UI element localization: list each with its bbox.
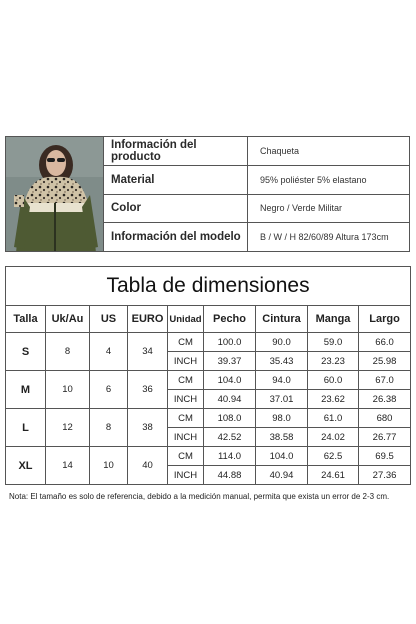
model-wearing-jacket-image [6, 137, 103, 251]
header-cell: EURO [128, 306, 168, 333]
table-row [6, 333, 411, 352]
cintura-cell: 37.01 [256, 390, 308, 409]
info-value: 95% poliéster 5% elastano [260, 174, 367, 185]
uk-au-cell: 10 [46, 371, 90, 409]
manga-cell: 23.23 [308, 352, 359, 371]
largo-cell: 680 [359, 409, 411, 428]
cintura-cell: 94.0 [256, 371, 308, 390]
header-cell: Largo [359, 306, 411, 333]
us-cell: 6 [90, 371, 128, 409]
header-cell: Unidad [168, 306, 204, 333]
info-value: B / W / H 82/60/89 Altura 173cm [260, 232, 389, 243]
manga-cell: 59.0 [308, 333, 359, 352]
product-photo [6, 137, 104, 251]
unit-cell: CM [168, 409, 204, 428]
header-cell: Uk/Au [46, 306, 90, 333]
pecho-cell: 104.0 [204, 371, 256, 390]
uk-au-cell: 8 [46, 333, 90, 371]
manga-cell: 24.61 [308, 466, 359, 485]
manga-cell: 23.62 [308, 390, 359, 409]
unit-cell: INCH [168, 428, 204, 447]
info-label: Material [104, 166, 248, 194]
cintura-cell: 35.43 [256, 352, 308, 371]
info-label: Información del modelo [104, 223, 248, 251]
info-row-modelo [104, 223, 409, 251]
size-table-body [6, 333, 411, 485]
header-cell: Talla [6, 306, 46, 333]
manga-cell: 62.5 [308, 447, 359, 466]
info-value: Chaqueta [260, 145, 300, 156]
measurement-note: Nota: El tamaño es solo de referencia, debido a la medición manual, permita que exista un error de 2-3 cm. [9, 492, 390, 501]
header-cell: US [90, 306, 128, 333]
largo-cell: 27.36 [359, 466, 411, 485]
largo-cell: 69.5 [359, 447, 411, 466]
pecho-cell: 39.37 [204, 352, 256, 371]
uk-au-cell: 14 [46, 447, 90, 485]
talla-cell: M [6, 371, 46, 409]
pecho-cell: 100.0 [204, 333, 256, 352]
pecho-cell: 114.0 [204, 447, 256, 466]
pecho-cell: 108.0 [204, 409, 256, 428]
manga-cell: 60.0 [308, 371, 359, 390]
info-value: Negro / Verde Militar [260, 203, 343, 214]
cintura-cell: 38.58 [256, 428, 308, 447]
euro-cell: 36 [128, 371, 168, 409]
unit-cell: CM [168, 371, 204, 390]
size-table-header [6, 306, 411, 333]
euro-cell: 38 [128, 409, 168, 447]
largo-cell: 26.38 [359, 390, 411, 409]
us-cell: 4 [90, 333, 128, 371]
pecho-cell: 44.88 [204, 466, 256, 485]
info-row-material [104, 166, 409, 195]
cintura-cell: 40.94 [256, 466, 308, 485]
cintura-cell: 104.0 [256, 447, 308, 466]
size-table-title: Tabla de dimensiones [6, 267, 411, 306]
euro-cell: 34 [128, 333, 168, 371]
unit-cell: CM [168, 447, 204, 466]
info-row-producto [104, 137, 409, 166]
table-row [6, 371, 411, 390]
largo-cell: 66.0 [359, 333, 411, 352]
largo-cell: 26.77 [359, 428, 411, 447]
header-cell: Cintura [256, 306, 308, 333]
manga-cell: 61.0 [308, 409, 359, 428]
largo-cell: 25.98 [359, 352, 411, 371]
largo-cell: 67.0 [359, 371, 411, 390]
cintura-cell: 98.0 [256, 409, 308, 428]
talla-cell: XL [6, 447, 46, 485]
info-label: Color [104, 195, 248, 223]
unit-cell: INCH [168, 390, 204, 409]
us-cell: 10 [90, 447, 128, 485]
size-table [5, 266, 411, 485]
info-row-color [104, 195, 409, 224]
unit-cell: CM [168, 333, 204, 352]
table-row [6, 447, 411, 466]
talla-cell: L [6, 409, 46, 447]
manga-cell: 24.02 [308, 428, 359, 447]
product-info-table [5, 136, 410, 252]
euro-cell: 40 [128, 447, 168, 485]
uk-au-cell: 12 [46, 409, 90, 447]
us-cell: 8 [90, 409, 128, 447]
pecho-cell: 40.94 [204, 390, 256, 409]
header-cell: Pecho [204, 306, 256, 333]
header-cell: Manga [308, 306, 359, 333]
unit-cell: INCH [168, 466, 204, 485]
table-row [6, 409, 411, 428]
pecho-cell: 42.52 [204, 428, 256, 447]
info-label: Información del producto [104, 137, 248, 165]
talla-cell: S [6, 333, 46, 371]
cintura-cell: 90.0 [256, 333, 308, 352]
unit-cell: INCH [168, 352, 204, 371]
